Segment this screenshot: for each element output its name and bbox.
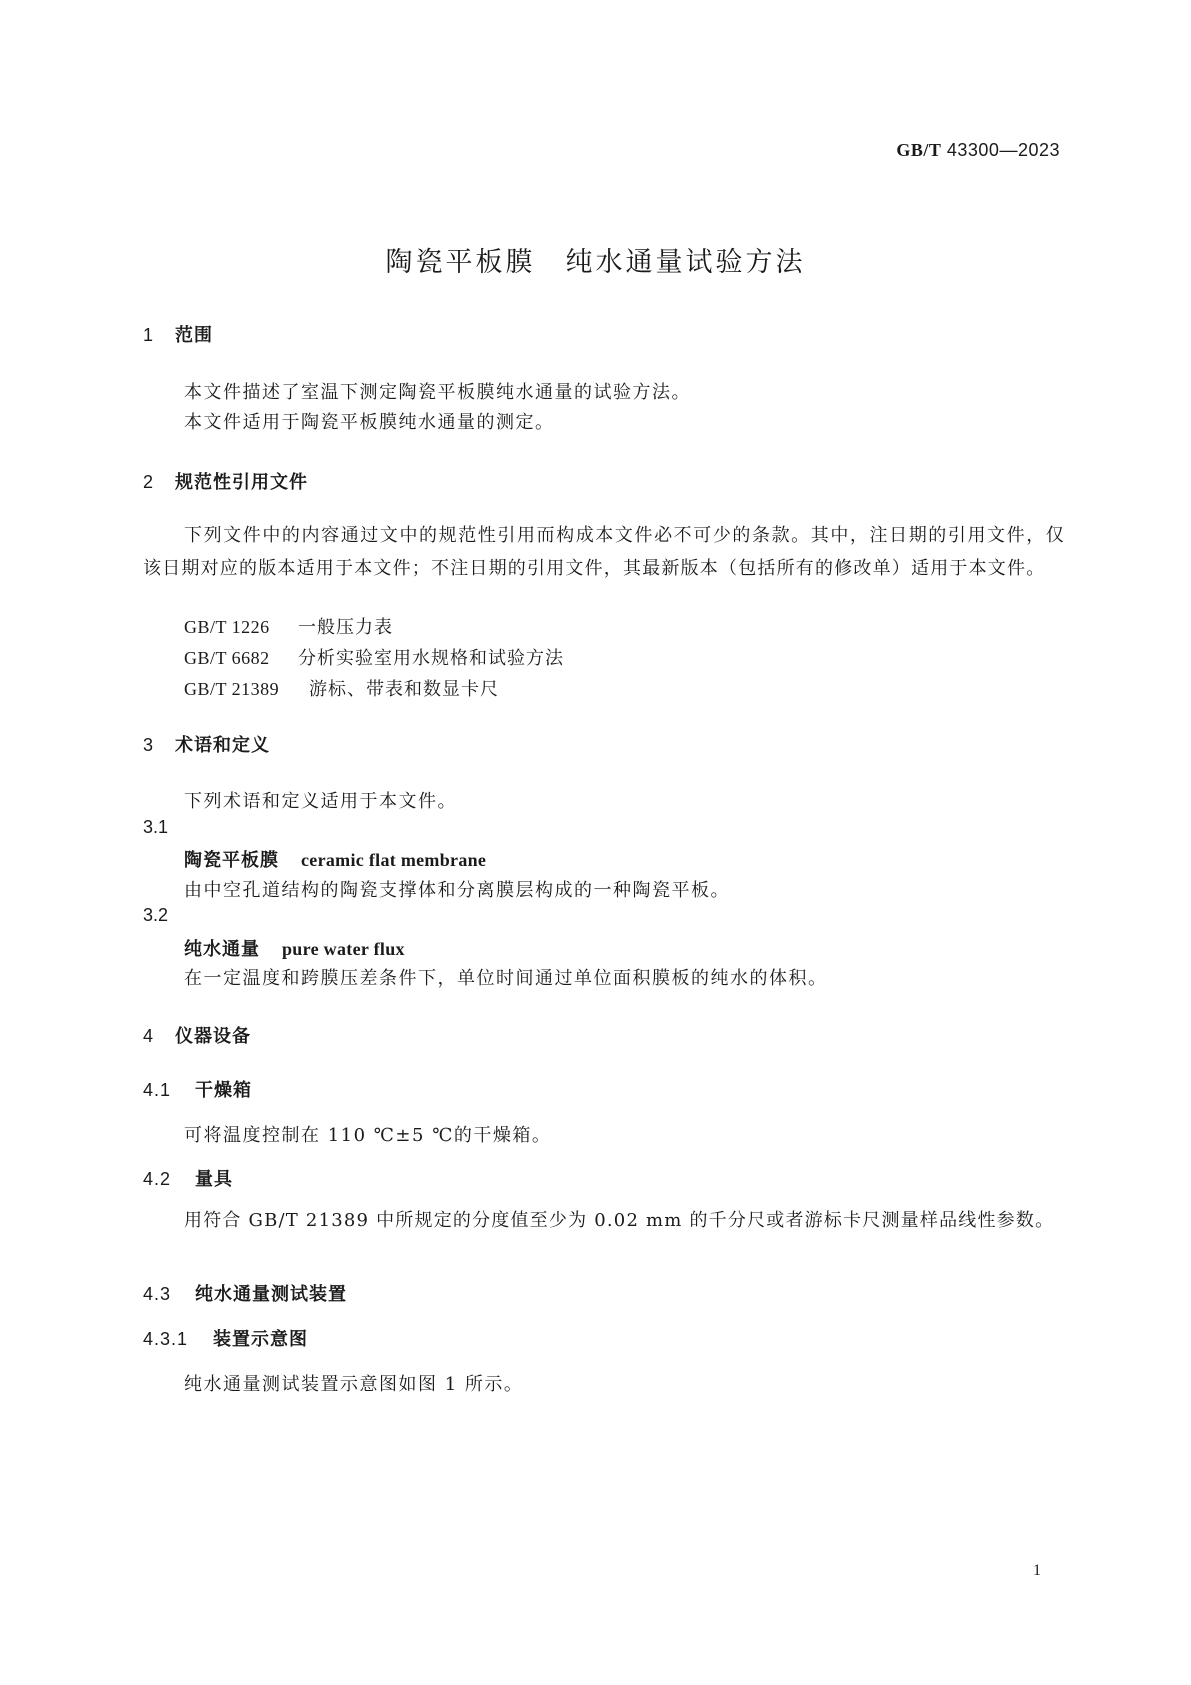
term-en: ceramic flat membrane bbox=[301, 850, 487, 870]
section-number: 2 bbox=[143, 472, 155, 492]
subsection-4-2-heading bbox=[143, 1165, 233, 1191]
term-definition: 由中空孔道结构的陶瓷支撑体和分离膜层构成的一种陶瓷平板。 bbox=[184, 880, 730, 901]
section-number: 4 bbox=[143, 1026, 155, 1046]
reference-item bbox=[184, 613, 393, 639]
reference-name: 一般压力表 bbox=[298, 617, 393, 638]
section-2-heading bbox=[143, 468, 308, 494]
subsection-number: 4.2 bbox=[143, 1169, 172, 1189]
subsection-4-1-heading bbox=[143, 1076, 252, 1102]
section-title: 术语和定义 bbox=[175, 735, 270, 756]
term-heading bbox=[184, 846, 486, 872]
drying-oven-text: 可将温度控制在 110 ℃±5 ℃的干燥箱。 bbox=[184, 1125, 552, 1146]
reference-code: GB/T 6682 bbox=[184, 648, 270, 668]
subsection-title: 纯水通量测试装置 bbox=[195, 1284, 347, 1305]
document-title: 陶瓷平板膜 纯水通量试验方法 bbox=[385, 247, 806, 278]
reference-code: GB/T 1226 bbox=[184, 617, 270, 637]
term-number: 3.1 bbox=[143, 817, 169, 837]
section-1-heading bbox=[143, 321, 213, 347]
section-title: 范围 bbox=[175, 325, 213, 346]
subsection-number: 4.3.1 bbox=[143, 1329, 189, 1349]
reference-item bbox=[184, 675, 499, 701]
section-number: 1 bbox=[143, 325, 155, 345]
measuring-tools-text: 用符合 GB/T 21389 中所规定的分度值至少为 0.02 mm 的千分尺或者游标卡尺测量样品线性参数。 bbox=[184, 1210, 1055, 1231]
subsection-4-3-1-heading bbox=[143, 1325, 308, 1351]
scope-paragraph-1: 本文件描述了室温下测定陶瓷平板膜纯水通量的试验方法。 bbox=[184, 382, 691, 403]
term-zh: 纯水通量 bbox=[184, 939, 260, 960]
term-number: 3.2 bbox=[143, 905, 169, 925]
subsection-number: 4.1 bbox=[143, 1080, 172, 1100]
section-title: 仪器设备 bbox=[175, 1026, 251, 1047]
subsection-4-3-heading bbox=[143, 1280, 347, 1306]
term-heading bbox=[184, 935, 405, 961]
reference-name: 游标、带表和数显卡尺 bbox=[309, 679, 499, 700]
terms-intro: 下列术语和定义适用于本文件。 bbox=[184, 791, 457, 812]
section-3-heading bbox=[143, 731, 270, 757]
standard-code: 43300—2023 bbox=[946, 140, 1060, 160]
page-number: 1 bbox=[1033, 1562, 1041, 1579]
subsection-title: 装置示意图 bbox=[213, 1329, 308, 1350]
standard-prefix: GB/T bbox=[896, 140, 942, 160]
subsection-title: 量具 bbox=[195, 1169, 233, 1190]
term-en: pure water flux bbox=[282, 939, 405, 959]
scope-paragraph-2: 本文件适用于陶瓷平板膜纯水通量的测定。 bbox=[184, 412, 555, 433]
section-4-heading bbox=[143, 1022, 251, 1048]
reference-name: 分析实验室用水规格和试验方法 bbox=[298, 648, 564, 669]
standard-number bbox=[896, 140, 1060, 161]
subsection-title: 干燥箱 bbox=[195, 1080, 252, 1101]
section-title: 规范性引用文件 bbox=[175, 472, 308, 493]
section-number: 3 bbox=[143, 735, 155, 755]
normative-references-intro: 下列文件中的内容通过文中的规范性引用而构成本文件必不可少的条款。其中，注日期的引用文件，仅该日期对应的版本适用于本文件；不注日期的引用文件，其最新版本（包括所有的修改单）适用于本文件。 bbox=[143, 525, 1065, 579]
reference-item bbox=[184, 644, 564, 670]
term-definition: 在一定温度和跨膜压差条件下，单位时间通过单位面积膜板的纯水的体积。 bbox=[184, 968, 828, 989]
apparatus-diagram-text: 纯水通量测试装置示意图如图 1 所示。 bbox=[184, 1374, 524, 1395]
subsection-number: 4.3 bbox=[143, 1284, 172, 1304]
reference-code: GB/T 21389 bbox=[184, 679, 280, 699]
term-zh: 陶瓷平板膜 bbox=[184, 850, 279, 871]
